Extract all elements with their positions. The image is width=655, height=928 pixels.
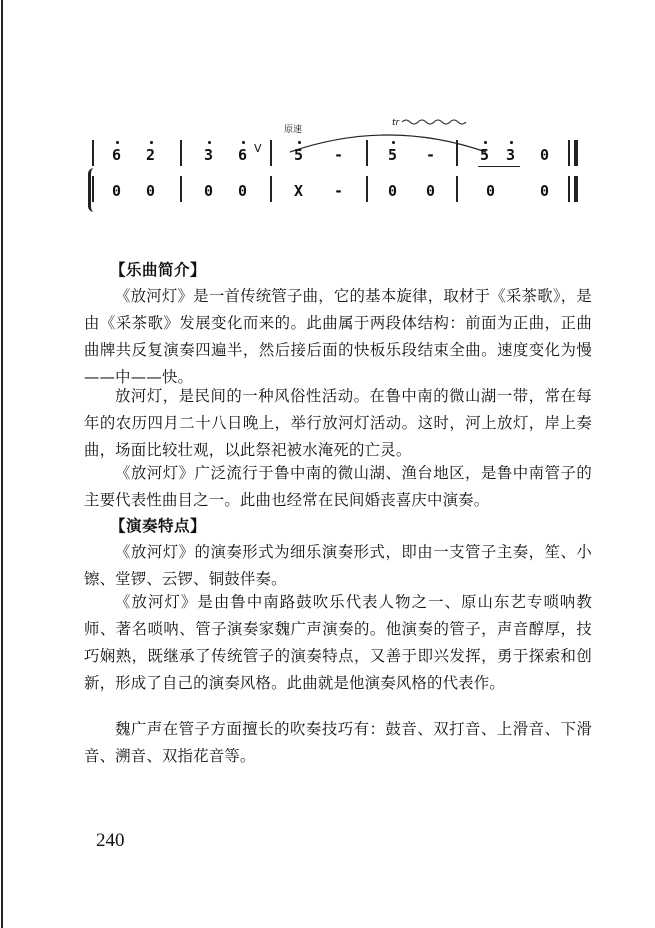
octave-dot [510, 141, 513, 144]
paragraph: 魏广声在管子方面擅长的吹奏技巧有：鼓音、双打音、上滑音、下滑音、溯音、双指花音等。 [84, 720, 592, 765]
note: 2 [146, 146, 156, 164]
tempo-mark: 原速 [284, 125, 303, 135]
paragraph: 《放河灯》的演奏形式为细乐演奏形式，即由一支管子主奏，笙、小镲、堂锣、云锣、铜鼓伴奏。 [84, 543, 592, 588]
note: 5 [294, 146, 304, 164]
breath-mark: V [254, 142, 262, 155]
note: 0 [540, 182, 550, 200]
barline [456, 176, 458, 202]
note: 0 [204, 182, 214, 200]
note: 5 [388, 146, 398, 164]
section-heading-performance: 【演奏特点】 [110, 517, 207, 535]
note: 6 [238, 146, 248, 164]
barline [366, 140, 368, 166]
note: X [294, 182, 304, 200]
paragraph: 《放河灯》是由鲁中南路鼓吹乐代表人物之一、原山东艺专唢呐教师、著名唢呐、管子演奏家魏广声演奏的。他演奏的管子，声音醇厚，技巧娴熟，既继承了传统管子的演奏特点，又善于即兴发挥，勇于探索和创新，形成了自己的演奏风格。此曲就是他演奏风格的代表作。 [84, 593, 592, 692]
octave-dot [208, 141, 211, 144]
note: 0 [238, 182, 248, 200]
octave-dot [150, 141, 153, 144]
barline [270, 176, 272, 202]
octave-dot [484, 141, 487, 144]
note: 0 [486, 182, 496, 200]
barline [180, 140, 182, 166]
barline [366, 176, 368, 202]
page-edge [1, 0, 3, 928]
octave-dot [298, 141, 301, 144]
final-barline-thick [574, 176, 578, 202]
music-score [88, 110, 608, 220]
note: 6 [112, 146, 122, 164]
note: 0 [112, 182, 122, 200]
section-heading-intro: 【乐曲简介】 [110, 261, 207, 279]
underline-beam [478, 166, 520, 167]
barline [180, 176, 182, 202]
barline [456, 140, 458, 166]
note: - [334, 182, 344, 200]
note: 5 [480, 146, 490, 164]
page-number: 240 [96, 830, 125, 851]
paragraph: 《放河灯》是一首传统管子曲，它的基本旋律，取材于《采茶歌》，是由《采茶歌》发展变化而来的。此曲属于两段体结构：前面为正曲，正曲曲牌共反复演奏四遍半，然后接后面的快板乐段结束全曲。速度变化为慢——中——快。 [84, 287, 592, 386]
note: 3 [506, 146, 516, 164]
final-barline [568, 140, 570, 166]
note: 0 [426, 182, 436, 200]
paragraph: 放河灯，是民间的一种风俗性活动。在鲁中南的微山湖一带，常在每年的农历四月二十八日晚上，举行放河灯活动。这时，河上放灯，岸上奏曲，场面比较壮观，以此祭祀被水淹死的亡灵。 [84, 387, 592, 459]
note: 0 [540, 146, 550, 164]
octave-dot [116, 141, 119, 144]
note: - [334, 146, 344, 164]
octave-dot [392, 141, 395, 144]
note: 3 [204, 146, 214, 164]
octave-dot [242, 141, 245, 144]
final-barline-thick [574, 140, 578, 166]
note: 0 [146, 182, 156, 200]
trill-mark: tr [392, 118, 400, 128]
brace [88, 168, 101, 212]
final-barline [568, 176, 570, 202]
note: 0 [388, 182, 398, 200]
paragraph: 《放河灯》广泛流行于鲁中南的微山湖、渔台地区，是鲁中南管子的主要代表性曲目之一。此曲也经常在民间婚丧喜庆中演奏。 [84, 464, 592, 509]
barline [92, 140, 94, 166]
note: - [426, 146, 436, 164]
barline [270, 140, 272, 166]
